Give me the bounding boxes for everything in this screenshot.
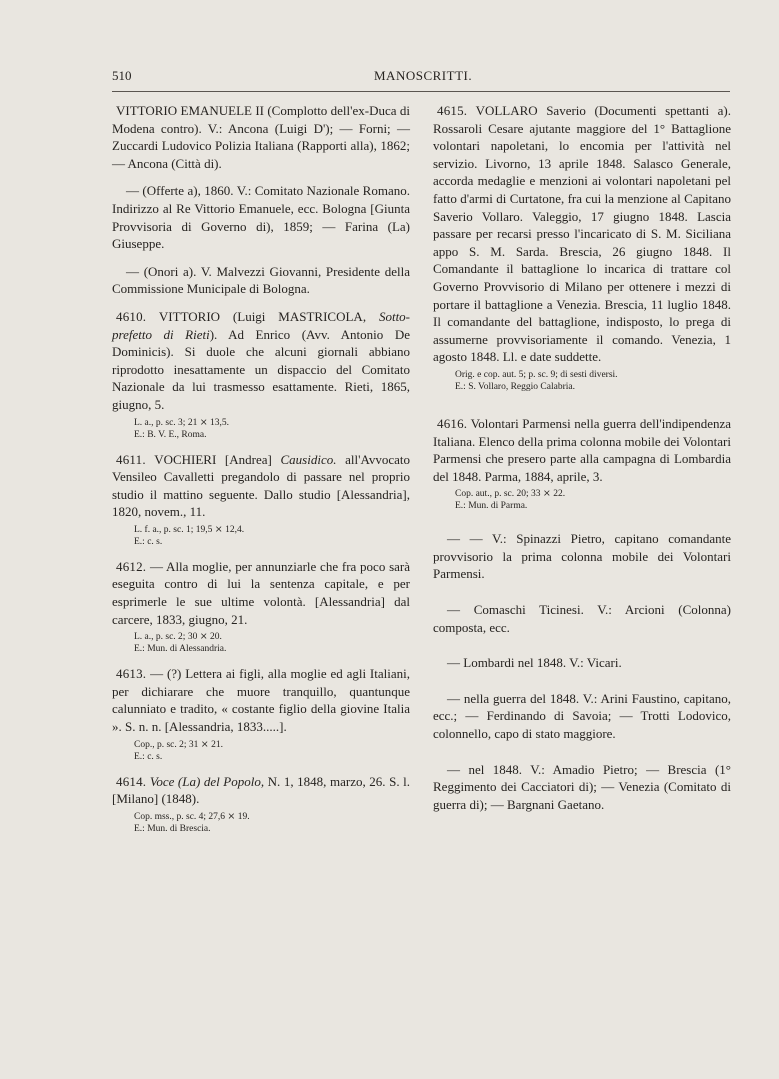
entry-meta: E.: Mun. di Parma. [455, 501, 528, 512]
header-rule [112, 91, 730, 92]
entry-number: 4611. [116, 451, 146, 467]
entry-text: — Alla moglie, per annunziarle che fra poco sarà eseguita contro di lui la sentenza capitale, e per esprimerle le sue ultime volontà. [Alessandria] dal carcere, 1833, giugno, 21. [112, 558, 411, 627]
left-column [112, 102, 410, 845]
entry-text: — (Offerte a), 1860. V.: Comitato Nazionale Romano. Indirizzo al Re Vittorio Emanuele, ecc. Bologna [Giunta Provvisoria di Governo di), 1859; — Farina (La) Giuseppe. [112, 183, 410, 252]
entry-text: VOLLARO Saverio (Documenti spettanti a). Rossaroli Cesare ajutante maggiore del 1° Battaglione volontari napoletani, lo encomia per l'attività nel servizio. Livorno, 13 aprile 1848. Salasco Generale, accorda medaglie e menzioni ai volontari napoletani pel fatto d'armi di Curtatone, fra cui la menzione al Capitano Saverio Vollaro. Valeggio, 17 giugno 1848. Lascia passare per recarsi presso l'incaricato di S. M. Siciliana appo S. M. Sarda. Brescia, 26 giugno 1848. Il Comandante il battaglione lo incarica di trattare col Governo Provvisorio di Milano per ottenere i mezzi di portare il battaglione a Venezia. Brescia, 11 luglio 1848. Il comandante del battaglione, indisposto, lo prega di assumerne provvisoriamente il comando. Venezia, 1 agosto 1848. Ll. e date suddette. [433, 103, 732, 365]
entry-meta: L. f. a., p. sc. 1; 19,5 ⨯ 12,4. [134, 524, 245, 535]
entry-text: all'Avvocato Vensileo Cavalletti pregandolo di passare nel proprio studio il mattino seguente. Dallo studio [Alessandria], 1820, novem., 11. [112, 451, 411, 520]
entry-text: VITTORIO (Luigi MASTRICOLA, [158, 308, 367, 324]
entry-meta: Cop. mss., p. sc. 4; 27,6 ⨯ 19. [134, 811, 250, 822]
entry-meta: E.: S. Vollaro, Reggio Calabria. [455, 381, 575, 392]
entry-meta: E.: Mun. di Brescia. [134, 823, 211, 834]
entry-title: Sotto-prefetto di Rieti [112, 308, 411, 342]
page-number: 510 [112, 68, 132, 83]
entry-meta: E.: B. V. E., Roma. [134, 429, 207, 440]
entry-meta: Orig. e cop. aut. 5; p. sc. 9; di sesti diversi. [455, 369, 618, 380]
page-header [0, 68, 779, 88]
entry-text: — (?) Lettera ai figli, alla moglie ed agli Italiani, per dichiarare che muore tranquillo, quantunque calunniato e tradito, « costante figlio della giovine Italia ». S. n. n. [Alessandria, 1833.....]. [112, 666, 411, 735]
entry-meta: Cop., p. sc. 2; 31 ⨯ 21. [134, 739, 223, 750]
entry-meta: Cop. aut., p. sc. 20; 33 ⨯ 22. [455, 489, 566, 500]
entry-4614 [112, 773, 410, 835]
entry-number: 4613. [116, 666, 147, 682]
sub-entry: — nella guerra del 1848. V.: Arini Faustino, capitano, ecc.; — Ferdinando di Savoia; — Trotti Lodovico, colonnello, capo di stato maggiore. [433, 690, 731, 742]
entry-meta: L. a., p. sc. 3; 21 ⨯ 13,5. [134, 417, 230, 428]
entry-4616 [433, 415, 731, 512]
entry-meta: L. a., p. sc. 2; 30 ⨯ 20. [134, 632, 222, 643]
entry-meta: E.: c. s. [134, 536, 163, 547]
entry-text: Volontari Parmensi nella guerra dell'indipendenza Italiana. Elenco della prima colonna mobile dei Volontari Parmensi che presero parte alla campagna di Lombardia del 1848. Parma, 1884, aprile, 3. [433, 415, 731, 484]
sub-entry: — nel 1848. V.: Amadio Pietro; — Brescia (1° Reggimento dei Cacciatori di); — Venezia (Comitato di guerra di); — Bargnani Gaetano. [433, 761, 731, 812]
entry-meta: E.: Mun. di Alessandria. [134, 644, 227, 655]
entry-4610 [112, 308, 410, 441]
entry-meta: E.: c. s. [134, 751, 163, 762]
entry-title: Voce (La) del Popolo, [149, 773, 265, 789]
entry-text: VOCHIERI [Andrea] [154, 451, 272, 467]
entry-text: ). Ad Enrico (Avv. Antonio De Dominicis). Si duole che alcuni giornali abbiano riprodotto inesattamente un dispaccio del Comitato Nazionale da lui trasmesso esattamente. Rieti, 1865, giugno, 5. [112, 326, 410, 412]
entry-title: Causidico. [280, 451, 337, 467]
entry-text: VITTORIO EMANUELE II (Complotto dell'ex-Duca di Modena contro). V.: Ancona (Luigi D'); — Forni; — Zuccardi Ludovico Polizia Italiana (Rapporti alla), 1862; — Ancona (Città di). [112, 103, 410, 171]
entry-4611 [112, 451, 410, 548]
entry-number: 4616. [437, 415, 468, 431]
entry-text: — (Onori a). V. Malvezzi Giovanni, Presidente della Commissione Municipale di Bologna. [112, 263, 410, 297]
sub-entry: — Lombardi nel 1848. V.: Vicari. [447, 655, 622, 671]
entry-number: 4615. [437, 103, 468, 118]
sub-entry: — Comaschi Ticinesi. V.: Arcioni (Colonna) composta, ecc. [433, 602, 731, 635]
running-title: MANOSCRITTI. [374, 68, 473, 83]
sub-entry: — — V.: Spinazzi Pietro, capitano comandante provvisorio la prima colonna mobile dei Volontari Parmensi. [433, 531, 731, 582]
entry-number: 4612. [116, 558, 147, 574]
entry-text: N. 1, 1848, marzo, 26. S. l. [Milano] (1848). [112, 773, 410, 807]
entry-number: 4610. [116, 308, 147, 324]
entry-4613 [112, 665, 410, 762]
entry-4615 [433, 102, 731, 393]
entry-4612 [112, 558, 410, 655]
right-column [433, 102, 731, 813]
entry-vittorio-emanuele [112, 102, 410, 298]
entry-number: 4614. [116, 773, 147, 789]
